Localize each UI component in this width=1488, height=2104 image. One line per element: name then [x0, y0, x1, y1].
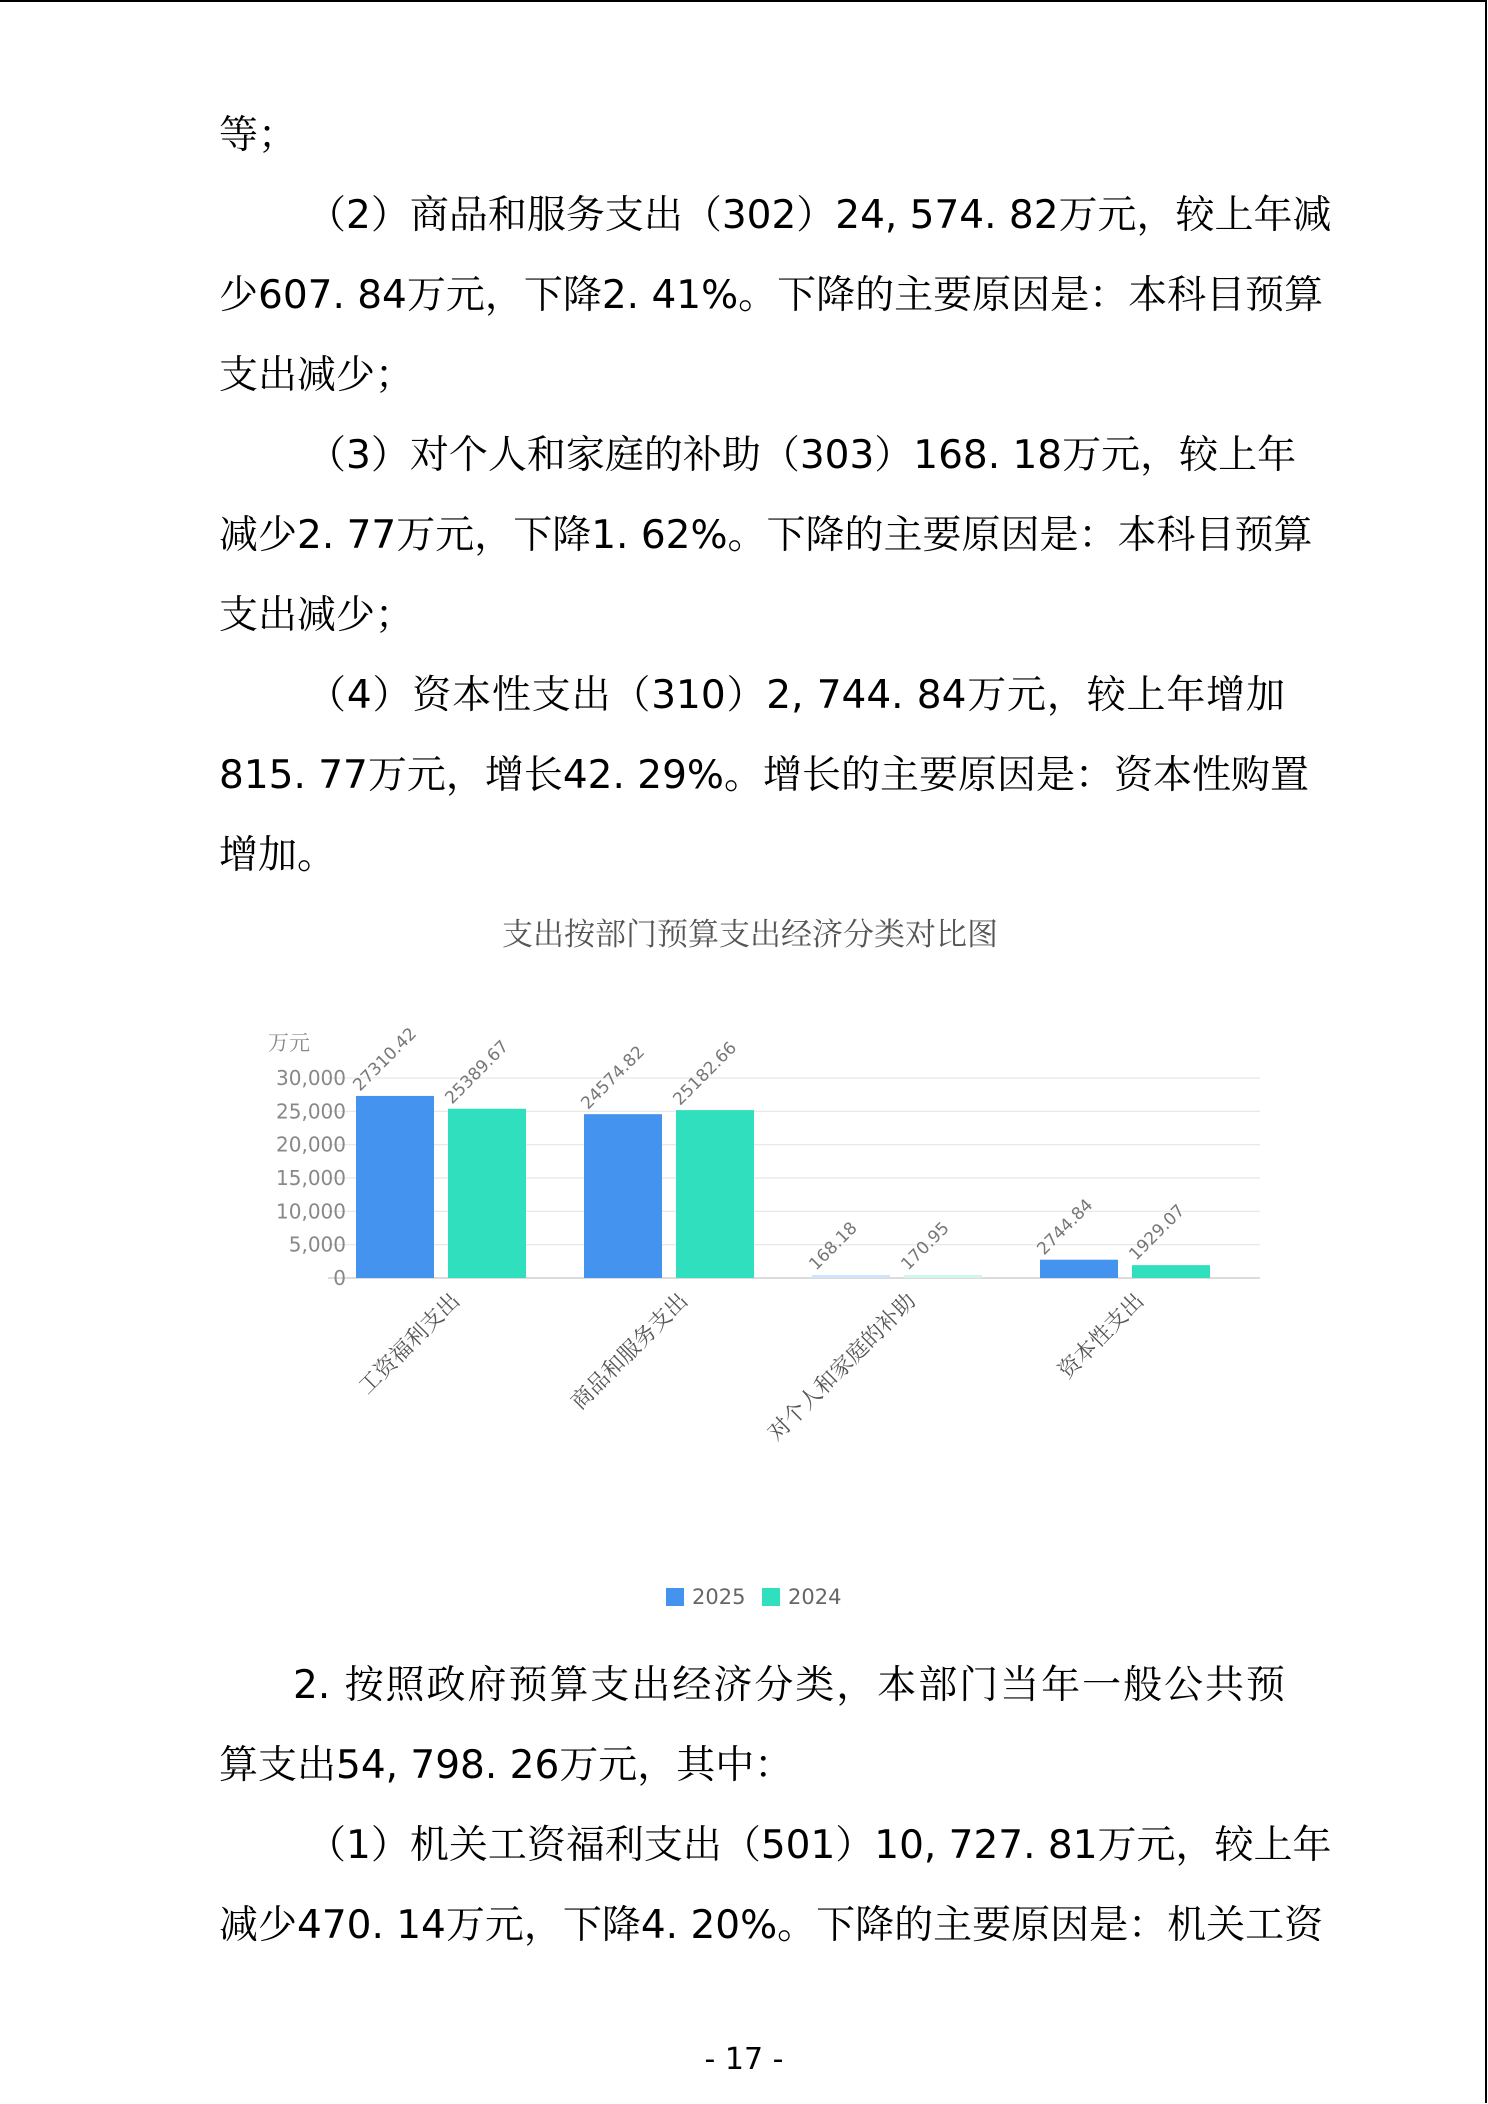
- legend-swatch-2025: [666, 1588, 684, 1606]
- chart-title: 支出按部门预算支出经济分类对比图: [502, 917, 998, 953]
- data-label: 2744.84: [1033, 1195, 1098, 1260]
- body-text-bottom: [219, 1646, 1332, 1966]
- bar-2025: [1040, 1260, 1118, 1278]
- text-line: 减少470. 14万元，下降4. 20%。下降的主要原因是：机关工资: [219, 1903, 1324, 1948]
- legend-label: 2024: [788, 1585, 842, 1609]
- y-tick-label: 25,000: [276, 1099, 346, 1124]
- text-line: 支出减少；: [219, 593, 415, 638]
- text-line: 支出减少；: [219, 353, 415, 398]
- data-label: 24574.82: [577, 1042, 649, 1114]
- x-category-label: 资本性支出: [1053, 1288, 1150, 1385]
- text-line: 2. 按照政府预算支出经济分类，本部门当年一般公共预: [293, 1663, 1285, 1708]
- body-text-top: [219, 96, 1332, 896]
- data-label: 25182.66: [669, 1038, 741, 1110]
- text-line: 算支出54, 798. 26万元，其中：: [219, 1743, 794, 1788]
- text-line: （4）资本性支出（310）2, 744. 84万元，较上年增加: [307, 673, 1285, 718]
- text-line: 少607. 84万元，下降2. 41%。下降的主要原因是：本科目预算: [219, 273, 1324, 318]
- legend-label: 2025: [692, 1585, 746, 1609]
- data-label: 27310.42: [349, 1023, 421, 1096]
- bar-2024: [1132, 1265, 1210, 1278]
- text-line: 减少2. 77万元，下降1. 62%。下降的主要原因是：本科目预算: [219, 513, 1313, 558]
- data-label: 1929.07: [1125, 1200, 1190, 1265]
- y-tick-label: 10,000: [276, 1199, 346, 1224]
- y-tick-label: 20,000: [276, 1132, 346, 1157]
- x-category-label: 商品和服务支出: [566, 1288, 694, 1416]
- y-tick-label: 0: [333, 1266, 346, 1290]
- data-label: 168.18: [805, 1218, 862, 1275]
- bar-2024: [904, 1275, 982, 1278]
- text-line: 815. 77万元，增长42. 29%。增长的主要原因是：资本性购置: [219, 753, 1309, 798]
- y-tick-label: 30,000: [276, 1066, 346, 1090]
- text-line: （1）机关工资福利支出（501）10, 727. 81万元，较上年: [307, 1823, 1332, 1868]
- y-tick-label: 5,000: [288, 1232, 346, 1257]
- bar-chart: [200, 900, 1300, 1640]
- data-label: 25389.67: [441, 1036, 513, 1109]
- x-category-label: 对个人和家庭的补助: [763, 1288, 922, 1447]
- bar-2025: [356, 1096, 434, 1278]
- page-number: - 17 -: [704, 2042, 784, 2077]
- text-line: （3）对个人和家庭的补助（303）168. 18万元，较上年: [307, 433, 1297, 478]
- text-line: 增加。: [219, 833, 337, 878]
- data-label: 170.95: [897, 1218, 954, 1275]
- text-line: （2）商品和服务支出（302）24, 574. 82万元，较上年减: [307, 193, 1332, 238]
- bar-2024: [676, 1110, 754, 1278]
- y-axis-unit: 万元: [268, 1031, 310, 1055]
- bar-2025: [584, 1114, 662, 1278]
- legend-swatch-2024: [762, 1588, 780, 1606]
- bar-2025: [812, 1275, 890, 1278]
- text-line: 等；: [219, 113, 298, 158]
- bar-2024: [448, 1109, 526, 1278]
- x-category-label: 工资福利支出: [354, 1288, 466, 1400]
- y-tick-label: 15,000: [276, 1166, 346, 1190]
